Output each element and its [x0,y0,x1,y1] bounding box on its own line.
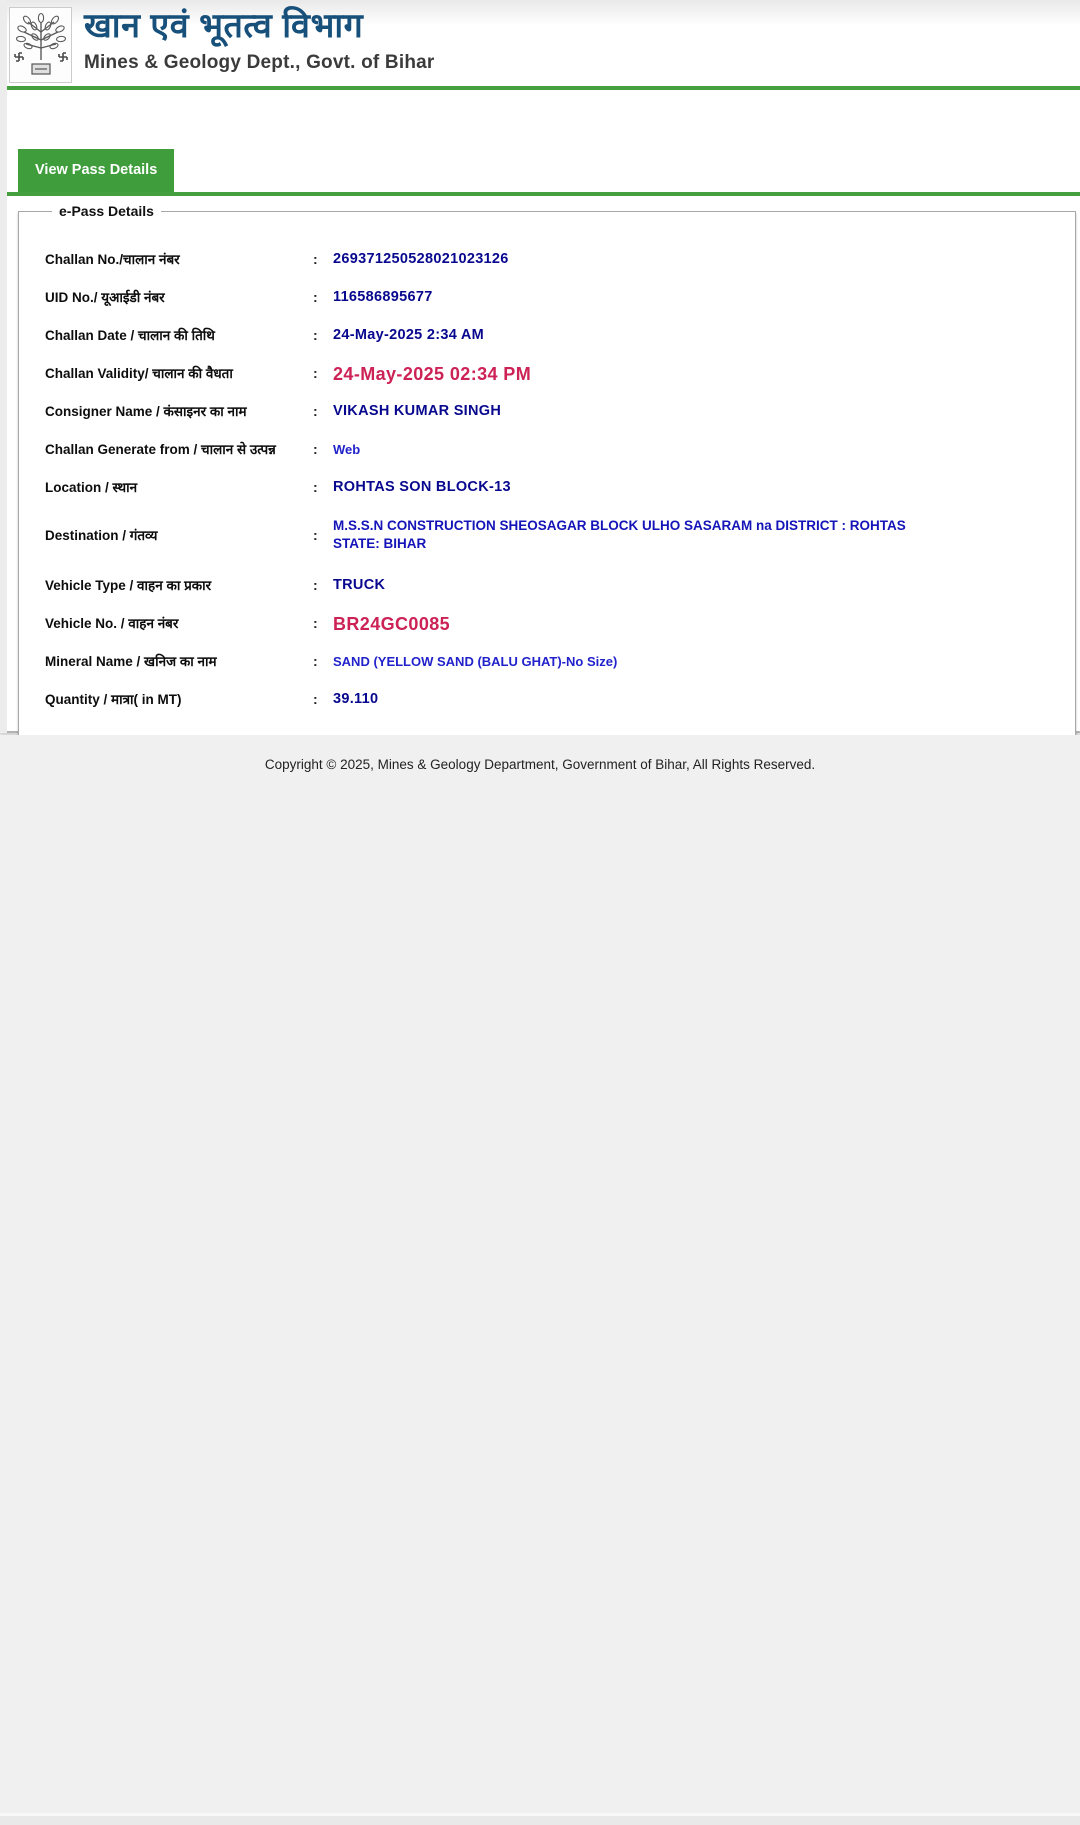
field-value: Web [333,442,361,457]
field-label: Mineral Name / खनिज का नाम [45,654,217,669]
field-value: 24-May-2025 02:34 PM [333,364,532,384]
epass-row-quantity [45,691,1055,708]
field-colon: : [313,251,318,267]
epass-details-legend: e-Pass Details [59,203,154,219]
field-colon: : [313,577,318,593]
field-value: 116586895677 [333,289,433,305]
field-label: Consigner Name / कंसाइनर का नाम [45,404,247,419]
field-value: TRUCK [333,577,386,593]
field-label: Location / स्थान [45,480,138,495]
field-value: ROHTAS SON BLOCK-13 [333,479,511,495]
field-value: SAND (YELLOW SAND (BALU GHAT)-No Size) [333,654,618,669]
epass-row-vehicle-no [45,615,1055,634]
field-value: VIKASH KUMAR SINGH [333,403,502,419]
bottom-bar [0,1813,1080,1825]
epass-details-fieldset [18,203,1076,756]
field-value: M.S.S.N CONSTRUCTION SHEOSAGAR BLOCK ULHO SASARAM na DISTRICT : ROHTAS STATE: BIHAR [333,518,906,551]
field-value: 39.110 [333,691,379,707]
field-colon: : [313,365,318,381]
field-colon: : [313,653,318,669]
page-footer [0,735,1080,1825]
field-colon: : [313,327,318,343]
epass-row-challan-date [45,327,1055,344]
epass-row-uid-no [45,289,1055,306]
field-colon: : [313,289,318,305]
green-divider [0,192,1080,196]
epass-row-mineral-name [45,653,1055,670]
view-pass-details-tab[interactable]: View Pass Details [18,149,174,192]
field-colon: : [313,691,318,707]
field-value: BR24GC0085 [333,614,451,634]
epass-row-challan-validity [45,365,1055,384]
field-label: Destination / गंतव्य [45,527,158,543]
epass-row-destination [45,517,1055,553]
dept-subtitle: Mines & Geology Dept., Govt. of Bihar [84,52,435,73]
field-label: Challan Validity/ चालान की वैधता [45,366,233,381]
epass-row-challan-no [45,251,1055,268]
field-label: Vehicle Type / वाहन का प्रकार [45,578,212,593]
tab-zone [0,90,1080,192]
field-colon: : [313,526,318,543]
epass-row-challan-generate-from [45,441,1055,458]
field-label: Challan No./चालान नंबर [45,252,180,267]
field-label: Vehicle No. / वाहन नंबर [45,616,179,631]
field-value: 24-May-2025 2:34 AM [333,327,485,343]
epass-rows [45,239,1055,708]
bihar-government-emblem [9,7,72,83]
copyright-text: Copyright © 2025, Mines & Geology Department, Government of Bihar, All Rights Reserved. [264,757,816,772]
field-label: Quantity / मात्रा( in MT) [45,692,182,707]
field-colon: : [313,441,318,457]
field-value: 269371250528021023126 [333,251,509,267]
field-colon: : [313,479,318,495]
emblem-tree-icon [14,12,68,78]
epass-row-consigner-name [45,403,1055,420]
epass-row-vehicle-type [45,577,1055,594]
field-label: Challan Generate from / चालान से उत्पन्न [45,442,276,457]
content-area [0,0,1080,733]
field-label: UID No./ यूआईडी नंबर [45,290,165,305]
app-header [0,0,1080,90]
epass-row-location [45,479,1055,496]
left-margin-strip [0,0,7,733]
field-colon: : [313,403,318,419]
field-label: Challan Date / चालान की तिथि [45,328,215,343]
field-colon: : [313,615,318,631]
dept-title-hindi: खान एवं भूतत्व विभाग [84,7,364,45]
